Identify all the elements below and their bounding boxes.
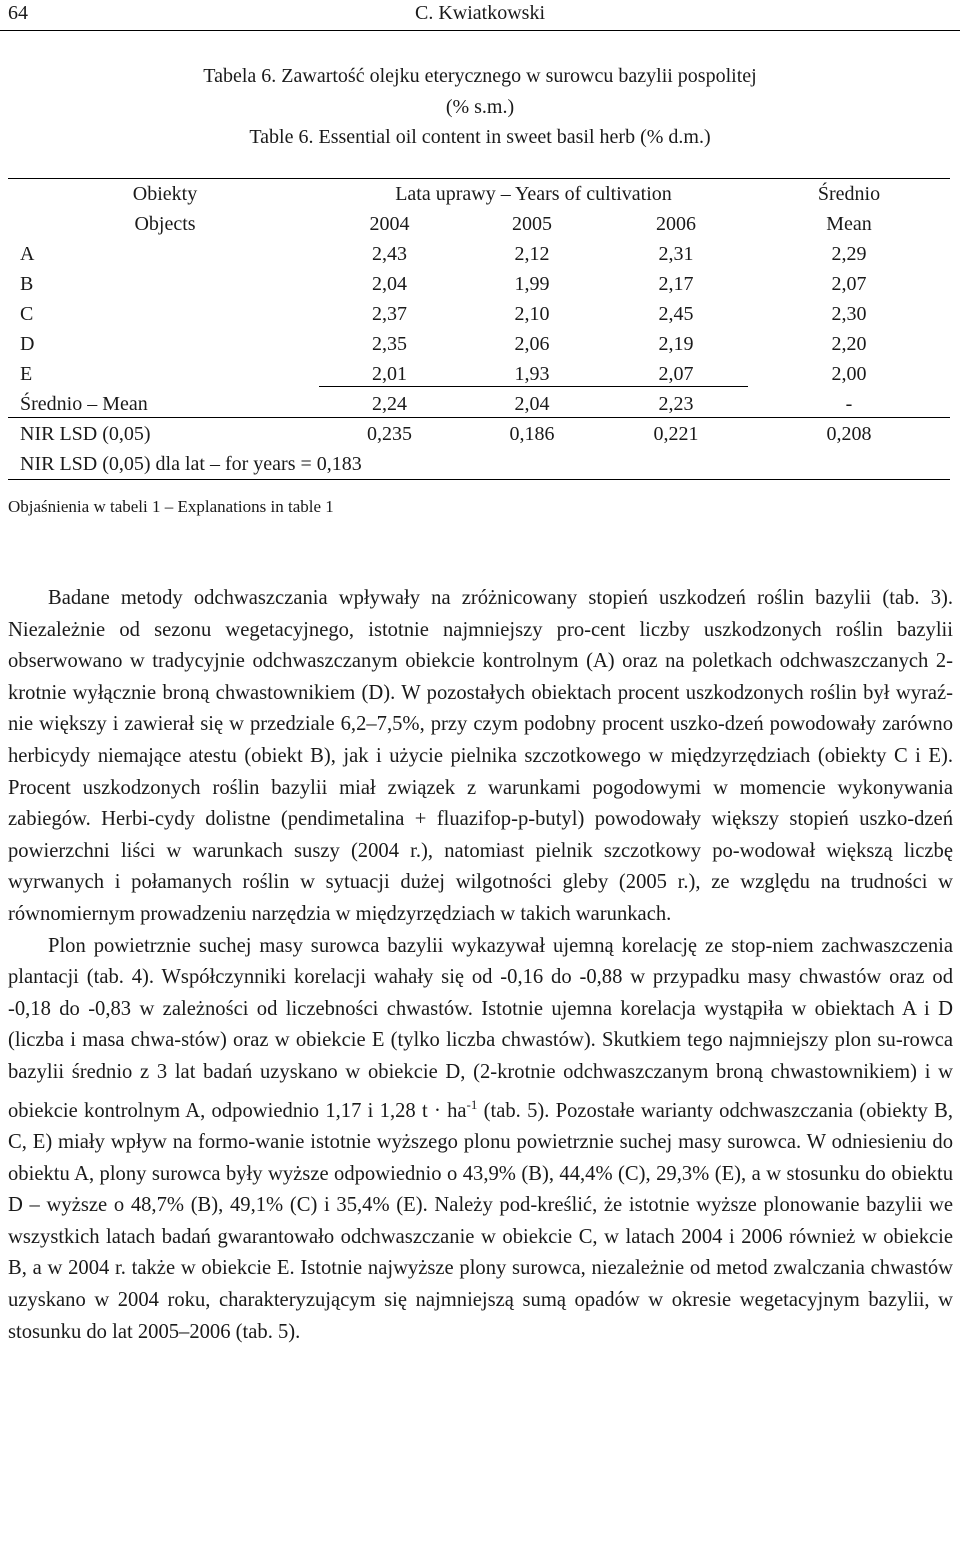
table-row: [8, 269, 950, 299]
row-label: C: [20, 303, 34, 325]
row-label: E: [20, 363, 33, 385]
header-objects-en: Objects: [134, 213, 196, 235]
table-row: [8, 329, 950, 359]
cell-2005: 2,10: [514, 303, 550, 325]
cell-2005: 1,93: [514, 363, 550, 385]
table-header-row-1: [8, 179, 950, 209]
cell-mean: 2,20: [831, 333, 867, 355]
cell-mean: 2,07: [831, 273, 867, 295]
table-footnote: Objaśnienia w tabeli 1 – Explanations in table 1: [8, 497, 334, 516]
cell-2006: 2,19: [658, 333, 694, 355]
cell-2004: 2,24: [372, 393, 407, 415]
cell-2004: 2,01: [372, 363, 407, 385]
table-row: [8, 299, 950, 329]
header-years: Lata uprawy – Years of cultivation: [395, 183, 672, 205]
row-label: Średnio – Mean: [20, 393, 148, 415]
cell-2004: 2,37: [372, 303, 407, 325]
table-header-row-2: [8, 209, 950, 239]
running-head: [0, 0, 960, 31]
paragraph-1: Badane metody odchwaszczania wpływały na zróżnicowany stopień uszkodzeń roślin bazylii (tab. 3). Niezależnie od sezonu wegetacyjnego, istotnie najmniejszy pro-cent liczby uszkodzonych roślin bazylii obserwowano w tradycyjnie odchwaszczanym obiekcie kontrolnym (A) oraz na poletkach odchwaszczanych 2-krotnie wyłącznie broną chwastownikiem (D). W pozostałych obiektach procent uszkodzonych roślin był wyraź-nie większy i zawierał się w przedziale 6,2–7,5%, przy czym podobny procent uszko-dzeń powodowały zarówno herbicydy niemające atestu (obiekt B), jak i użycie pielnika szczotkowego w międzyrzędziach (obiekty C i E). Procent uszkodzonych roślin bazylii miał związek z warunkami pogodowymi w momencie wykonywania zabiegów. Herbi-cydy dolistne (pendimetalina + fluazifop-p-butyl) powodowały większy stopień uszko-dzeń powierzchni liści w warunkach suszy (2004 r.), natomiast pielnik szczotkowy po-wodował większą liczbę wyrwanych i połamanych roślin w sytuacji dużej wilgotności gleby (2005 r.), ze względu na trudności w równomiernym prowadzeniu narzędzia w międzyrzędziach w takich warunkach.: [8, 587, 953, 925]
body-text: [8, 583, 953, 1348]
row-label: A: [20, 243, 35, 265]
cell-2004: 2,35: [372, 333, 407, 355]
lsd-years-row: [8, 449, 950, 479]
oil-content-table: [8, 178, 950, 480]
cell-mean: 2,30: [831, 303, 867, 325]
table-caption-en: Table 6. Essential oil content in sweet basil herb (% d.m.): [249, 126, 711, 148]
superscript-exponent: -1: [466, 1096, 478, 1112]
row-label: D: [20, 333, 35, 355]
cell-2006: 2,45: [658, 303, 694, 325]
cell-mean: 2,00: [831, 363, 867, 385]
header-divider: [319, 386, 748, 387]
row-label: NIR LSD (0,05): [20, 423, 151, 445]
header-year-2006: 2006: [656, 213, 696, 235]
table-row: [8, 359, 950, 389]
page-number: 64: [8, 2, 28, 24]
lsd-row: [8, 419, 950, 449]
cell-2004: 2,04: [372, 273, 407, 295]
cell-2005: 2,06: [514, 333, 550, 355]
header-mean-en: Mean: [826, 213, 872, 235]
cell-mean: 0,208: [826, 423, 872, 445]
table-caption-pl-line1: Tabela 6. Zawartość olejku eterycznego w surowcu bazylii pospolitej: [203, 65, 757, 87]
lsd-years-label: NIR LSD (0,05) dla lat – for years = 0,183: [20, 453, 362, 475]
cell-mean: 2,29: [831, 243, 867, 265]
running-title: C. Kwiatkowski: [415, 2, 545, 24]
cell-2006: 2,31: [658, 243, 694, 265]
header-bottom-rule: [8, 417, 950, 418]
header-objects-pl: Obiekty: [132, 183, 198, 205]
cell-2005: 2,12: [514, 243, 550, 265]
header-year-2004: 2004: [369, 213, 410, 235]
mean-row: [8, 389, 950, 419]
cell-2006: 2,17: [658, 273, 694, 295]
cell-2006: 2,07: [658, 363, 694, 385]
paragraph-2-part-2: (tab. 5). Pozostałe warianty odchwaszczania (obiekty B, C, E) miały wpływ na formo-wanie istotnie wyższego plonu powietrznie suchej masy surowca. W odniesieniu do obiektu A, plony surowca były wyższe odpowiednio o 43,9% (B), 44,4% (C), 29,3% (E), a w stosunku do obiektu D – wyższe o 48,7% (B), 49,1% (C) i 35,4% (E). Należy pod-kreślić, że istotnie wyższe plonowanie bazylii we wszystkich latach badań gwarantowało odchwaszczanie w obiekcie C, w latach 2004 i 2006 również w obiekcie B, a w 2004 r. także w obiekcie E. Istotnie najwyższe plony surowca, niezależnie od metod zwalczania chwastów uzyskano w 2004 roku, charakteryzującym się najmniejszą sumą opadów w okresie wegetacyjnym bazylii, w stosunku do lat 2005–2006 (tab. 5).: [8, 1099, 953, 1343]
cell-2006: 2,23: [658, 393, 694, 415]
paragraph-2-part-1: Plon powietrznie suchej masy surowca bazylii wykazywał ujemną korelację ze stop-niem zachwaszczenia plantacji (tab. 4). Współczynniki korelacji wahały się od -0,16 do -0,88 w przypadku masy chwastów oraz od -0,18 do -0,83 w zależności od liczebności chwastów. Istotnie ujemna korelacja wystąpiła w obiektach A i D (liczba i masa chwa-stów) oraz w obiekcie E (tylko liczba chwastów). Skutkiem tego najmniejszy plon su-rowca bazylii średnio z 3 lat badań uzyskano w obiekcie D, (2-krotnie odchwaszczanym broną chwastownikiem) i w obiekcie kontrolnym A, odpowiednio 1,17 i 1,28 t · ha: [8, 934, 953, 1122]
cell-2006: 0,221: [653, 423, 699, 445]
table-caption-pl-line2: (% s.m.): [445, 96, 515, 118]
header-year-2005: 2005: [512, 213, 552, 235]
cell-mean: -: [845, 393, 853, 415]
cell-2004: 0,235: [367, 423, 412, 445]
cell-2004: 2,43: [372, 243, 407, 265]
cell-2005: 2,04: [514, 393, 550, 415]
paragraph-2: [8, 931, 953, 1349]
table-row: [8, 239, 950, 269]
cell-2005: 0,186: [509, 423, 555, 445]
cell-2005: 1,99: [514, 273, 550, 295]
row-label: B: [20, 273, 34, 295]
header-mean-pl: Średnio: [817, 183, 881, 205]
